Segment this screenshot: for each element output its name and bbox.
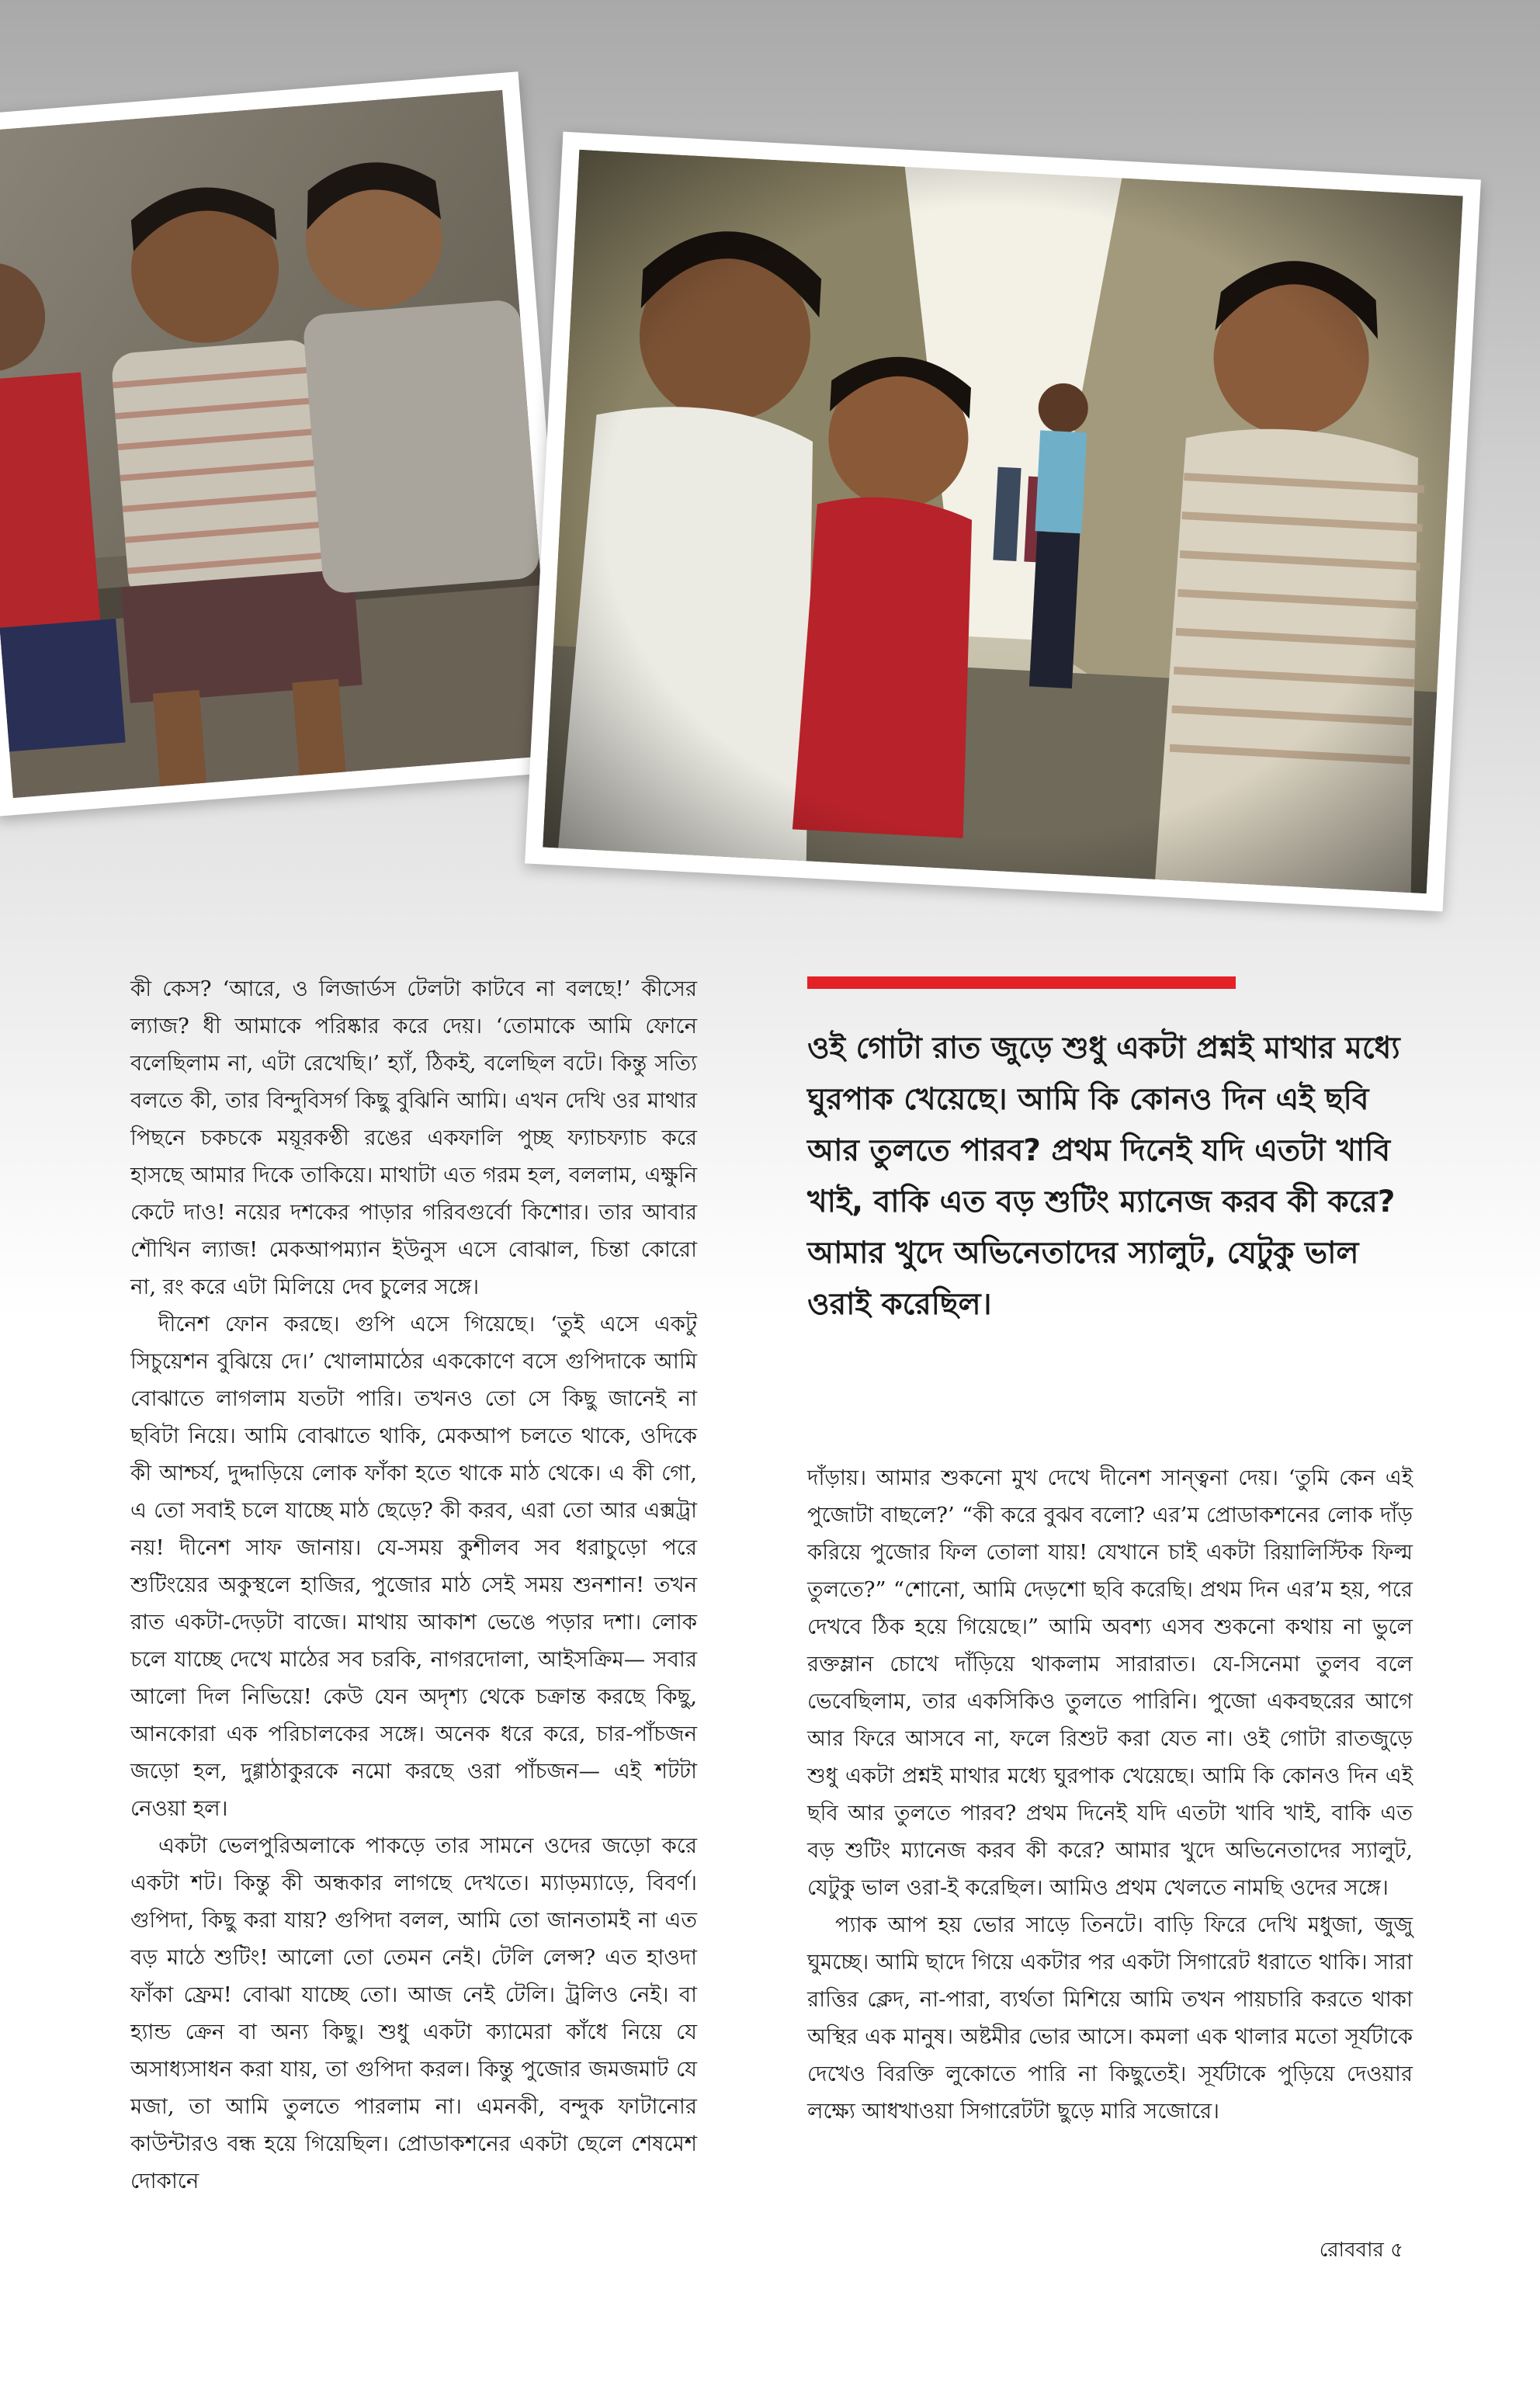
page-footer: রোববার ৫ — [1319, 2239, 1403, 2262]
photo-of-boys-smiling-in-alley-icon — [543, 150, 1463, 893]
right-text-column — [807, 1459, 1413, 2130]
photo-of-boys-sitting-on-wall-icon — [0, 90, 555, 798]
paragraph: একটা ভেলপুরিঅলাকে পাকড়ে তার সামনে ওদের জড়ো করে একটা শট। কিন্তু কী অন্ধকার লাগছে দেখতে। ম্যাড়ম্যাড়ে, বিবর্ণ। গুপিদা, কিছু করা যায়? গুপিদা বলল, আমি তো জানতামই না এত বড় মাঠে শুটিং! আলো তো তেমন নেই। টেলি লেন্স? এত হাওদা ফাঁকা ফ্রেম! বোঝা যাচ্ছে তো। আজ নেই টেলি। ট্রলিও নেই। বা হ্যান্ড ক্রেন বা অন্য কিছু। শুধু একটা ক্যামেরা কাঁধে নিয়ে যে অসাধ্যসাধন করা যায়, তা গুপিদা করল। কিন্তু পুজোর জমজমাট যে মজা, তা আমি তুলতে পারলাম না। এমনকী, বন্দুক ফাটানোর কাউন্টারও বন্ধ হয়ে গিয়েছিল। প্রোডাকশনের একটা ছেলে শেষমেশ দোকানে — [130, 1833, 697, 2194]
pullquote: ওই গোটা রাত জুড়ে শুধু একটা প্রশ্নই মাথার মধ্যে ঘুরপাক খেয়েছে। আমি কি কোনও দিন এই ছবি আর তুলতে পারব? প্রথম দিনেই যদি এতটা খাবি খাই, বাকি এত বড় শুটিং ম্যানেজ করব কী করে? আমার খুদে অভিনেতাদের স্যালুট, যেটুকু ভাল ওরাই করেছিল। — [807, 1031, 1400, 1322]
paragraph: দীনেশ ফোন করছে। গুপি এসে গিয়েছে। ‘তুই এসে একটু সিচুয়েশন বুঝিয়ে দে।’ খোলামাঠের এককোণে বসে গুপিদাকে আমি বোঝাতে লাগলাম যতটা পারি। তখনও তো সে কিছু জানেই না ছবিটা নিয়ে। আমি বোঝাতে থাকি, মেকআপ চলতে থাকে, ওদিকে কী আশ্চর্য, দুদ্দাড়িয়ে লোক ফাঁকা হতে থাকে মাঠ থেকে। এ কী গো, এ তো সবাই চলে যাচ্ছে মাঠ ছেড়ে? কী করব, এরা তো আর এক্সট্রা নয়! দীনেশ সাফ জানায়। যে-সময় কুশীলব সব ধরাচুড়ো পরে শুটিংয়ের অকুস্থলে হাজির, পুজোর মাঠ সেই সময় শুনশান! তখন রাত একটা-দেড়টা বাজে। মাথায় আকাশ ভেঙে পড়ার দশা। লোক চলে যাচ্ছে দেখে মাঠের সব চরকি, নাগরদোলা, আইসক্রিম— সবার আলো দিল নিভিয়ে! কেউ যেন অদৃশ্য থেকে চক্রান্ত করছে কিছু, আনকোরা এক পরিচালকের সঙ্গে। অনেক ধরে করে, চার-পাঁচজন জড়ো হল, দুগ্গাঠাকুরকে নমো করছে ওরা পাঁচজন— এই শটটা নেওয়া হল। — [130, 1312, 697, 1821]
left-text-column — [130, 970, 697, 2200]
pullquote-accent-rule — [807, 976, 1236, 989]
paragraph: প্যাক আপ হয় ভোর সাড়ে তিনটে। বাড়ি ফিরে দেখি মধুজা, জুজু ঘুমচ্ছে। আমি ছাদে গিয়ে একটার পর একটা সিগারেট ধরাতে থাকি। সারা রাত্তির ক্লেদ, না-পারা, ব্যর্থতা মিশিয়ে আমি তখন পায়চারি করতে থাকা অস্থির এক মানুষ। অষ্টমীর ভোর আসে। কমলা এক থালার মতো সূর্যটাকে দেখেও বিরক্তি লুকোতে পারি না কিছুতেই। সূর্যটাকে পুড়িয়ে দেওয়ার লক্ষ্যে আধখাওয়া সিগারেটটা ছুড়ে মারি সজোরে। — [807, 1913, 1413, 2124]
paragraph: কী কেস? ‘আরে, ও লিজার্ডস টেলটা কাটবে না বলছে!’ কীসের ল্যাজ? ধী আমাকে পরিষ্কার করে দেয়। ‘তোমাকে আমি ফোনে বলেছিলাম না, এটা রেখেছি।’ হ্যাঁ, ঠিকই, বলেছিল বটে। কিন্তু সত্যি বলতে কী, তার বিন্দুবিসর্গ কিছু বুঝিনি আমি। এখন দেখি ওর মাথার পিছনে চকচকে ময়ূরকণ্ঠী রঙের একফালি পুচ্ছ ফ্যাচফ্যাচ করে হাসছে আমার দিকে তাকিয়ে। মাথাটা এত গরম হল, বললাম, এক্ষুনি কেটে দাও! নয়ের দশকের পাড়ার গরিবগুর্বো কিশোর। তার আবার শৌখিন ল্যাজ! মেকআপম্যান ইউনুস এসে বোঝাল, চিন্তা কোরো না, রং করে এটা মিলিয়ে দেব চুলের সঙ্গে। — [130, 976, 697, 1299]
paragraph: দাঁড়ায়। আমার শুকনো মুখ দেখে দীনেশ সান্ত্বনা দেয়। ‘তুমি কেন এই পুজোটা বাছলে?’ “কী করে বুঝব বলো? এর’ম প্রোডাকশনের লোক দাঁড় করিয়ে পুজোর ফিল তোলা যায়! যেখানে চাই একটা রিয়ালিস্টিক ফিল্ম তুলতে?” “শোনো, আমি দেড়শো ছবি করেছি। প্রথম দিন এর’ম হয়, পরে দেখবে ঠিক হয়ে গিয়েছে।” আমি অবশ্য এসব শুকনো কথায় না ভুলে রক্তম্লান চোখে দাঁড়িয়ে থাকলাম সারারাত। যে-সিনেমা তুলব বলে ভেবেছিলাম, তার একসিকিও তুলতে পারিনি। পুজো একবছরের আগে আর ফিরে আসবে না, ফলে রিশুট করা যেত না। ওই গোটা রাতজুড়ে শুধু একটা প্রশ্নই মাথার মধ্যে ঘুরপাক খেয়েছে। আমি কি কোনও দিন এই ছবি আর তুলতে পারব? প্রথম দিনেই যদি এতটা খাবি খাই, বাকি এত বড় শুটিং ম্যানেজ করব কী করে? আমার খুদে অভিনেতাদের স্যালুট, যেটুকু ভাল ওরা-ই করেছিল। আমিও প্রথম খেলতে নামছি ওদের সঙ্গে। — [807, 1465, 1413, 1900]
photo-boys-sitting — [0, 71, 573, 817]
photo-boys-in-alley — [525, 132, 1481, 912]
